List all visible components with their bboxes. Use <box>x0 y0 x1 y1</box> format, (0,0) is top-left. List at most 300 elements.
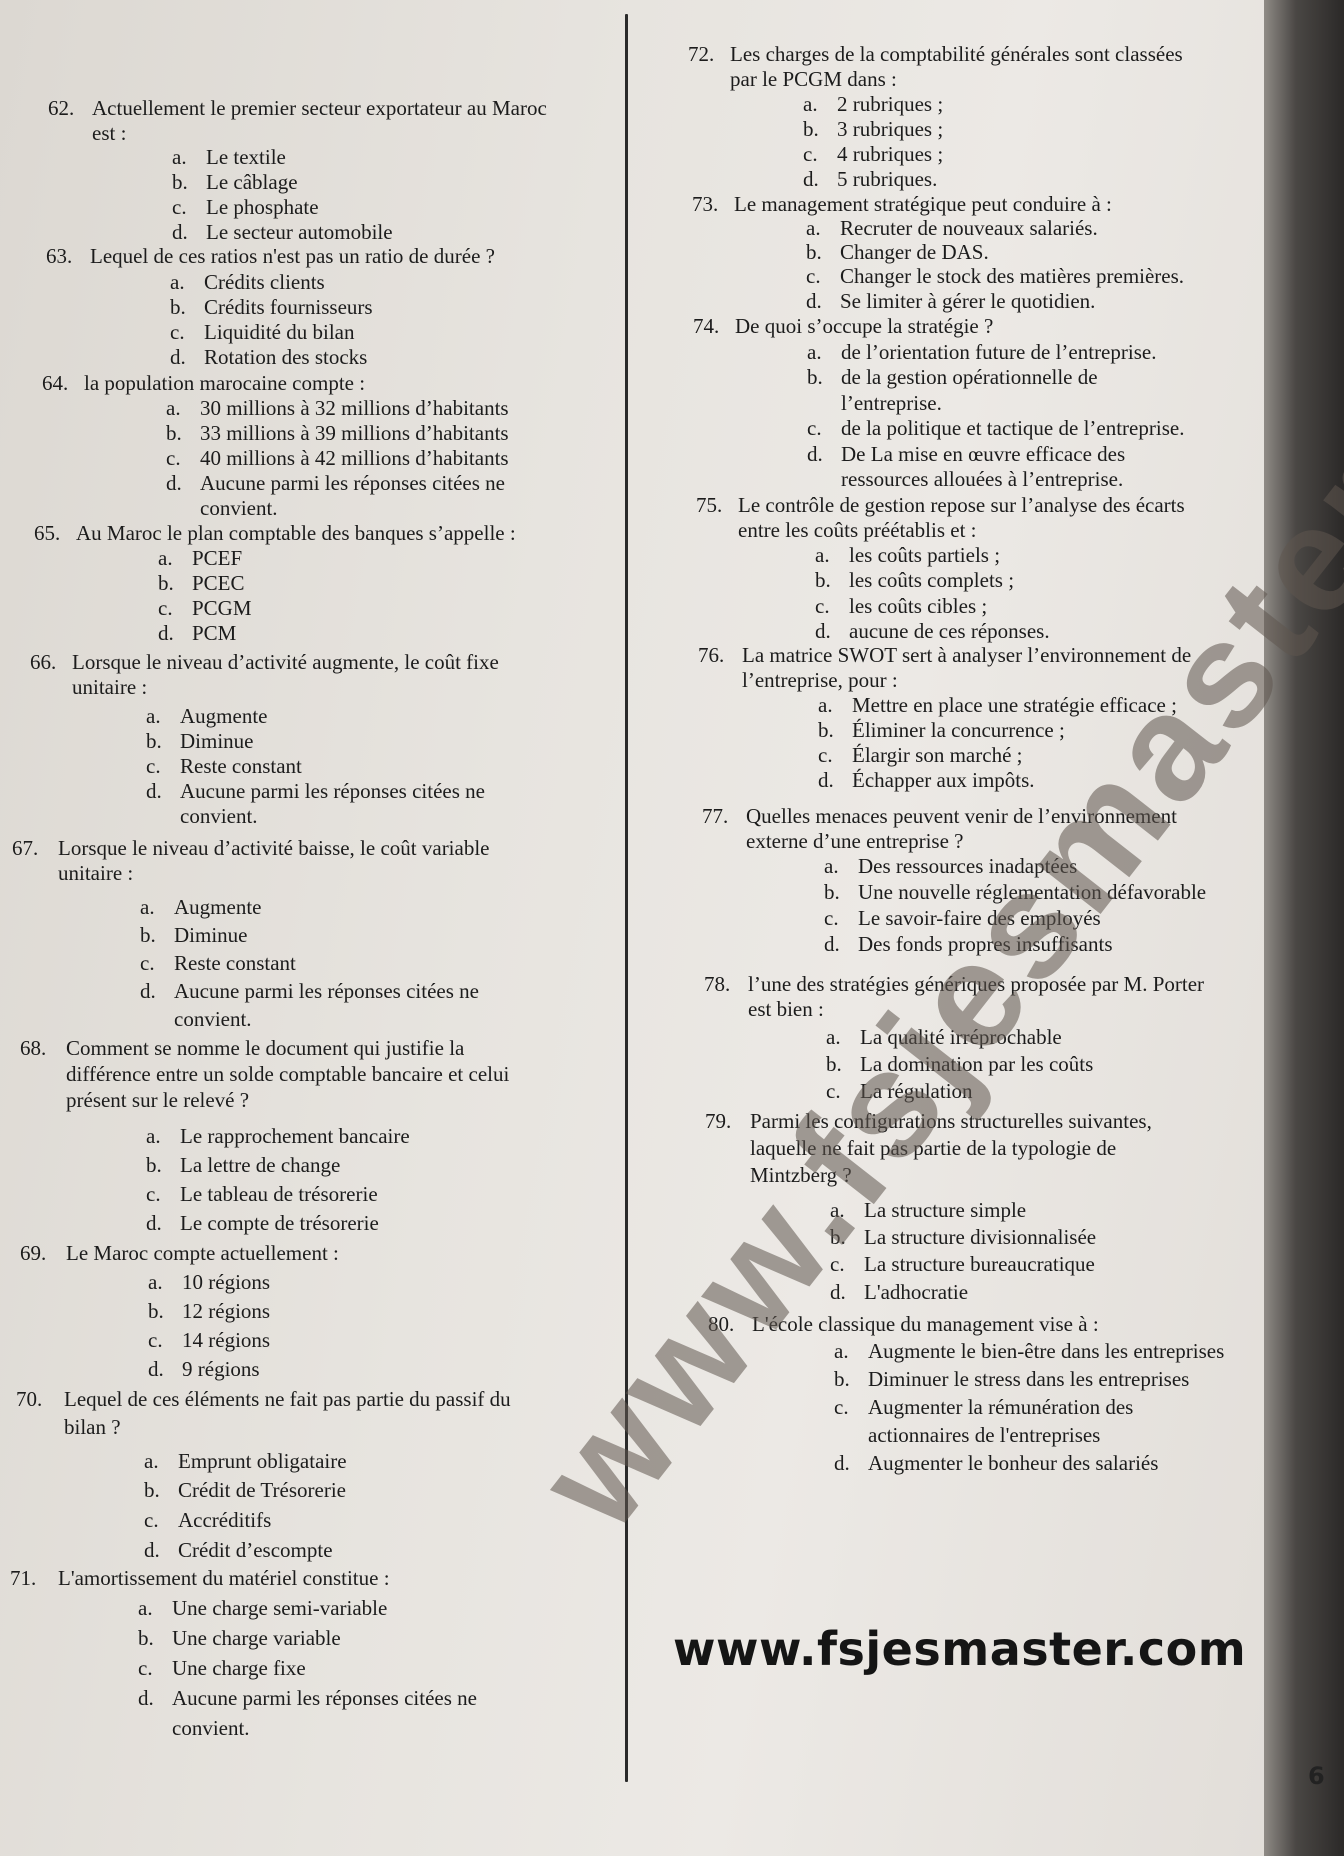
question-78 <box>704 972 1204 997</box>
question-number: 67. <box>12 836 39 860</box>
answer-option <box>144 1449 347 1474</box>
option-letter: a. <box>803 92 818 116</box>
question-number: 76. <box>698 643 725 667</box>
question-text-continued: entre les coûts préétablis et : <box>738 518 977 542</box>
option-letter: c. <box>138 1656 153 1680</box>
question-text: L'amortissement du matériel constitue : <box>58 1566 390 1590</box>
question-text: Au Maroc le plan comptable des banques s’appelle : <box>76 521 516 545</box>
option-letter: d. <box>803 167 819 191</box>
question-number: 80. <box>708 1312 735 1336</box>
option-letter: d. <box>830 1280 846 1304</box>
answer-option <box>158 546 242 571</box>
answer-option <box>824 854 1077 879</box>
option-text: PCGM <box>192 596 252 620</box>
question-number: 62. <box>48 96 75 120</box>
option-letter: b. <box>144 1478 160 1502</box>
question-text: l’une des stratégies génériques proposée par M. Porter <box>748 972 1205 996</box>
question-80 <box>708 1312 1099 1337</box>
option-letter: d. <box>818 768 834 792</box>
question-text: De quoi s’occupe la stratégie ? <box>735 314 994 338</box>
option-text: Éliminer la concurrence ; <box>852 718 1065 742</box>
option-letter: b. <box>803 117 819 141</box>
question-number: 75. <box>696 493 723 517</box>
option-text: La domination par les coûts <box>860 1052 1094 1076</box>
option-text: 5 rubriques. <box>837 167 938 191</box>
question-number: 78. <box>704 972 731 996</box>
option-text: Emprunt obligataire <box>178 1449 347 1473</box>
answer-option <box>807 365 1098 390</box>
answer-option <box>815 568 1014 593</box>
option-text: Des fonds propres insuffisants <box>858 932 1113 956</box>
option-text: Aucune parmi les réponses citées ne <box>174 979 479 1003</box>
answer-option <box>826 1079 973 1104</box>
question-65 <box>34 521 516 546</box>
option-letter: b. <box>138 1626 154 1650</box>
option-text: Aucune parmi les réponses citées ne <box>180 779 485 803</box>
option-letter: a. <box>818 693 833 717</box>
option-letter: d. <box>146 779 162 803</box>
option-letter: b. <box>158 571 174 595</box>
option-letter: c. <box>803 142 818 166</box>
question-text-continued: bilan ? <box>64 1415 121 1439</box>
answer-option <box>824 880 1206 905</box>
option-letter: c. <box>806 264 821 288</box>
option-letter: c. <box>172 195 187 219</box>
answer-option <box>146 779 485 804</box>
option-letter: b. <box>166 421 182 445</box>
answer-option <box>172 170 298 195</box>
option-text-continued: convient. <box>172 1716 250 1740</box>
option-letter: d. <box>806 289 822 313</box>
option-text: Aucune parmi les réponses citées ne <box>200 471 505 495</box>
option-letter: a. <box>140 895 155 919</box>
option-letter: d. <box>166 471 182 495</box>
option-text: Élargir son marché ; <box>852 743 1023 767</box>
answer-option <box>140 979 479 1004</box>
question-text: la population marocaine compte : <box>84 371 366 395</box>
question-text-continued: l’entreprise, pour : <box>742 668 898 692</box>
question-number: 71. <box>10 1566 37 1590</box>
option-text: les coûts complets ; <box>849 568 1015 592</box>
question-74 <box>693 314 993 339</box>
question-number: 74. <box>693 314 720 338</box>
option-text: Changer le stock des matières premières. <box>840 264 1185 288</box>
option-text: Augmenter le bonheur des salariés <box>868 1451 1159 1475</box>
question-64 <box>42 371 365 396</box>
option-text: PCEF <box>192 546 243 570</box>
option-letter: d. <box>824 932 840 956</box>
option-text: 10 régions <box>182 1270 271 1294</box>
answer-option <box>146 729 254 754</box>
option-text: 30 millions à 32 millions d’habitants <box>200 396 509 420</box>
option-text: Augmente <box>180 704 268 728</box>
option-text: Liquidité du bilan <box>204 320 355 344</box>
answer-option <box>834 1395 1133 1420</box>
option-letter: a. <box>170 270 185 294</box>
option-letter: c. <box>148 1328 163 1352</box>
option-text: La structure divisionnalisée <box>864 1225 1097 1249</box>
question-text: La matrice SWOT sert à analyser l’environnement de <box>742 643 1192 667</box>
page-number: 6 <box>1308 1762 1325 1790</box>
question-text: Actuellement le premier secteur exportateur au Maroc <box>92 96 547 120</box>
answer-option <box>826 1052 1093 1077</box>
option-text: Reste constant <box>180 754 302 778</box>
option-letter: a. <box>806 216 821 240</box>
option-text: Crédit d’escompte <box>178 1538 333 1562</box>
option-letter: b. <box>140 923 156 947</box>
answer-option <box>830 1198 1026 1223</box>
answer-option <box>166 471 505 496</box>
answer-option <box>806 289 1095 314</box>
answer-option <box>807 442 1125 467</box>
question-text: Lequel de ces éléments ne fait pas partie du passif du <box>64 1387 511 1411</box>
question-70 <box>16 1387 511 1412</box>
option-text: Crédit de Trésorerie <box>178 1478 346 1502</box>
option-text: 4 rubriques ; <box>837 142 944 166</box>
option-text: Le savoir-faire des employés <box>858 906 1101 930</box>
option-letter: b. <box>146 1153 162 1177</box>
option-letter: a. <box>138 1596 153 1620</box>
question-number: 64. <box>42 371 69 395</box>
option-letter: c. <box>834 1395 849 1419</box>
option-letter: c. <box>824 906 839 930</box>
answer-option <box>148 1299 270 1324</box>
question-number: 79. <box>705 1109 732 1133</box>
question-text-continued: par le PCGM dans : <box>730 67 897 91</box>
question-text: Lorsque le niveau d’activité baisse, le coût variable <box>58 836 490 860</box>
option-text: les coûts cibles ; <box>849 594 988 618</box>
option-letter: a. <box>172 145 187 169</box>
answer-option <box>830 1252 1095 1277</box>
option-text: Une charge semi-variable <box>172 1596 388 1620</box>
option-text: Crédits clients <box>204 270 325 294</box>
option-letter: a. <box>146 1124 161 1148</box>
answer-option <box>824 932 1113 957</box>
option-text: Diminue <box>180 729 254 753</box>
option-text: La structure simple <box>864 1198 1027 1222</box>
answer-option <box>170 345 367 370</box>
option-letter: c. <box>826 1079 841 1103</box>
answer-option <box>140 895 261 920</box>
option-text: Diminuer le stress dans les entreprises <box>868 1367 1190 1391</box>
option-letter: b. <box>818 718 834 742</box>
option-text-continued: convient. <box>200 496 278 520</box>
option-letter: c. <box>830 1252 845 1276</box>
question-69 <box>20 1241 339 1266</box>
option-text: 2 rubriques ; <box>837 92 944 116</box>
question-number: 77. <box>702 804 729 828</box>
option-text: Recruter de nouveaux salariés. <box>840 216 1098 240</box>
answer-option <box>815 594 987 619</box>
question-77 <box>702 804 1177 829</box>
option-text: Diminue <box>174 923 248 947</box>
answer-option <box>803 167 937 192</box>
option-letter: b. <box>806 240 822 264</box>
answer-option <box>815 619 1050 644</box>
question-76 <box>698 643 1191 668</box>
answer-option <box>148 1328 270 1353</box>
option-text: 40 millions à 42 millions d’habitants <box>200 446 509 470</box>
option-letter: b. <box>807 365 823 389</box>
question-72 <box>688 42 1183 67</box>
question-63 <box>46 244 495 269</box>
question-number: 72. <box>688 42 715 66</box>
option-letter: b. <box>834 1367 850 1391</box>
option-letter: a. <box>158 546 173 570</box>
option-letter: c. <box>818 743 833 767</box>
answer-option <box>146 1182 378 1207</box>
option-text: Augmente <box>174 895 262 919</box>
option-letter: d. <box>170 345 186 369</box>
question-text: Comment se nomme le document qui justifie la <box>66 1036 465 1060</box>
question-text-continued: unitaire : <box>58 861 134 885</box>
question-text-continued: unitaire : <box>72 675 148 699</box>
question-71 <box>10 1566 390 1591</box>
option-letter: b. <box>172 170 188 194</box>
answer-option <box>834 1367 1189 1392</box>
question-text-continued: présent sur le relevé ? <box>66 1088 250 1112</box>
option-text: Le textile <box>206 145 286 169</box>
option-text-continued: convient. <box>180 804 258 828</box>
option-letter: d. <box>807 442 823 466</box>
option-letter: b. <box>148 1299 164 1323</box>
answer-option <box>172 195 319 220</box>
option-text: Une charge fixe <box>172 1656 306 1680</box>
question-62 <box>48 96 547 121</box>
option-text: Le tableau de trésorerie <box>180 1182 378 1206</box>
option-letter: c. <box>158 596 173 620</box>
answer-option <box>170 295 373 320</box>
answer-option <box>138 1626 341 1651</box>
question-text: Le contrôle de gestion repose sur l’analyse des écarts <box>738 493 1185 517</box>
question-text-continued: externe d’une entreprise ? <box>746 829 964 853</box>
option-letter: d. <box>172 220 188 244</box>
option-text: aucune de ces réponses. <box>849 619 1050 643</box>
option-text: Mettre en place une stratégie efficace ; <box>852 693 1177 717</box>
option-letter: d. <box>834 1451 850 1475</box>
option-text: La structure bureaucratique <box>864 1252 1095 1276</box>
option-letter: a. <box>815 543 830 567</box>
answer-option <box>146 754 302 779</box>
answer-option <box>138 1656 306 1681</box>
option-text: PCM <box>192 621 237 645</box>
answer-option <box>148 1270 270 1295</box>
question-text-continued: Mintzberg ? <box>750 1163 852 1187</box>
answer-option <box>824 906 1101 931</box>
answer-option <box>158 621 236 646</box>
question-number: 68. <box>20 1036 47 1060</box>
option-letter: d. <box>144 1538 160 1562</box>
question-text: Parmi les configurations structurelles suivantes, <box>750 1109 1152 1133</box>
option-text-continued: actionnaires de l'entreprises <box>868 1423 1101 1447</box>
answer-option <box>140 951 296 976</box>
option-text: Une charge variable <box>172 1626 341 1650</box>
option-letter: d. <box>148 1357 164 1381</box>
option-text: Reste constant <box>174 951 296 975</box>
option-letter: b. <box>826 1052 842 1076</box>
answer-option <box>818 718 1065 743</box>
option-letter: d. <box>815 619 831 643</box>
option-letter: b. <box>146 729 162 753</box>
answer-option <box>158 571 245 596</box>
option-text: Le compte de trésorerie <box>180 1211 379 1235</box>
answer-option <box>144 1508 271 1533</box>
question-75 <box>696 493 1185 518</box>
answer-option <box>146 1211 379 1236</box>
answer-option <box>146 1124 410 1149</box>
question-68 <box>20 1036 464 1061</box>
option-text: Augmenter la rémunération des <box>868 1395 1134 1419</box>
option-text: La qualité irréprochable <box>860 1025 1062 1049</box>
option-letter: a. <box>144 1449 159 1473</box>
answer-option <box>807 416 1184 441</box>
option-text: Le phosphate <box>206 195 319 219</box>
question-text: Les charges de la comptabilité générales sont classées <box>730 42 1183 66</box>
option-text: 9 régions <box>182 1357 260 1381</box>
answer-option <box>803 117 943 142</box>
option-letter: a. <box>148 1270 163 1294</box>
option-letter: c. <box>146 1182 161 1206</box>
option-letter: d. <box>158 621 174 645</box>
option-letter: c. <box>144 1508 159 1532</box>
option-text: Rotation des stocks <box>204 345 368 369</box>
question-number: 66. <box>30 650 57 674</box>
option-text: La régulation <box>860 1079 973 1103</box>
option-text: L'adhocratie <box>864 1280 969 1304</box>
option-text: Le câblage <box>206 170 298 194</box>
question-number: 70. <box>16 1387 43 1411</box>
question-66 <box>30 650 499 675</box>
option-text: Le secteur automobile <box>206 220 393 244</box>
answer-option <box>166 446 509 471</box>
option-text: Le rapprochement bancaire <box>180 1124 410 1148</box>
answer-option <box>818 743 1022 768</box>
answer-option <box>166 421 509 446</box>
answer-option <box>172 145 286 170</box>
option-letter: d. <box>138 1686 154 1710</box>
answer-option <box>830 1280 968 1305</box>
option-text: de la politique et tactique de l’entreprise. <box>841 416 1185 440</box>
answer-option <box>834 1339 1224 1364</box>
option-text: Augmente le bien-être dans les entreprises <box>868 1339 1225 1363</box>
answer-option <box>172 220 393 245</box>
answer-option <box>138 1686 477 1711</box>
answer-option <box>803 142 943 167</box>
option-text: Changer de DAS. <box>840 240 989 264</box>
option-text-continued: ressources allouées à l’entreprise. <box>841 467 1124 491</box>
answer-option <box>146 1153 340 1178</box>
answer-option <box>146 704 267 729</box>
option-text: De La mise en œuvre efficace des <box>841 442 1126 466</box>
question-number: 73. <box>692 192 719 216</box>
answer-option <box>806 264 1184 289</box>
option-letter: a. <box>807 340 822 364</box>
option-letter: b. <box>830 1225 846 1249</box>
option-text: La lettre de change <box>180 1153 341 1177</box>
option-letter: c. <box>166 446 181 470</box>
option-letter: a. <box>834 1339 849 1363</box>
option-letter: d. <box>146 1211 162 1235</box>
answer-option <box>170 270 325 295</box>
option-text: Se limiter à gérer le quotidien. <box>840 289 1096 313</box>
option-text: Des ressources inadaptées <box>858 854 1078 878</box>
answer-option <box>826 1025 1062 1050</box>
question-73 <box>692 192 1112 217</box>
answer-option <box>815 543 1000 568</box>
option-text: Une nouvelle réglementation défavorable <box>858 880 1207 904</box>
answer-option <box>144 1478 346 1503</box>
option-letter: a. <box>166 396 181 420</box>
answer-option <box>170 320 354 345</box>
option-text: PCEC <box>192 571 245 595</box>
option-letter: b. <box>824 880 840 904</box>
answer-option <box>803 92 943 117</box>
option-text: 33 millions à 39 millions d’habitants <box>200 421 509 445</box>
question-text-continued: est bien : <box>748 997 824 1021</box>
option-text: 14 régions <box>182 1328 271 1352</box>
question-number: 65. <box>34 521 61 545</box>
question-text: L'école classique du management vise à : <box>752 1312 1099 1336</box>
question-text: Le management stratégique peut conduire à : <box>734 192 1112 216</box>
option-text: Échapper aux impôts. <box>852 768 1035 792</box>
option-letter: a. <box>824 854 839 878</box>
option-letter: b. <box>815 568 831 592</box>
answer-option <box>144 1538 333 1563</box>
option-text: Crédits fournisseurs <box>204 295 373 319</box>
option-text: 12 régions <box>182 1299 271 1323</box>
answer-option <box>158 596 252 621</box>
answer-option <box>138 1596 387 1621</box>
question-text: Quelles menaces peuvent venir de l’environnement <box>746 804 1177 828</box>
option-text: de la gestion opérationnelle de <box>841 365 1098 389</box>
option-letter: c. <box>807 416 822 440</box>
option-text-continued: convient. <box>174 1007 252 1031</box>
question-text: Lorsque le niveau d’activité augmente, le coût fixe <box>72 650 499 674</box>
option-letter: c. <box>146 754 161 778</box>
question-number: 69. <box>20 1241 47 1265</box>
answer-option <box>834 1451 1158 1476</box>
question-text: Le Maroc compte actuellement : <box>66 1241 339 1265</box>
option-letter: a. <box>826 1025 841 1049</box>
question-text-continued: est : <box>92 121 127 145</box>
answer-option <box>140 923 248 948</box>
question-text-continued: laquelle ne fait pas partie de la typologie de <box>750 1136 1117 1160</box>
answer-option <box>807 340 1156 365</box>
question-79 <box>705 1109 1152 1134</box>
footer-url: www.fsjesmaster.com <box>673 1622 1247 1676</box>
answer-option <box>818 768 1035 793</box>
option-text: de l’orientation future de l’entreprise. <box>841 340 1157 364</box>
option-letter: a. <box>830 1198 845 1222</box>
option-text: Accréditifs <box>178 1508 272 1532</box>
answer-option <box>806 216 1098 241</box>
answer-option <box>148 1357 260 1382</box>
option-text: 3 rubriques ; <box>837 117 944 141</box>
option-text: Aucune parmi les réponses citées ne <box>172 1686 477 1710</box>
option-letter: c. <box>140 951 155 975</box>
option-text-continued: l’entreprise. <box>841 391 942 415</box>
question-number: 63. <box>46 244 73 268</box>
question-text-continued: différence entre un solde comptable bancaire et celui <box>66 1062 510 1086</box>
question-67 <box>12 836 490 861</box>
option-letter: c. <box>170 320 185 344</box>
answer-option <box>830 1225 1096 1250</box>
option-letter: a. <box>146 704 161 728</box>
answer-option <box>818 693 1177 718</box>
option-letter: d. <box>140 979 156 1003</box>
question-text: Lequel de ces ratios n'est pas un ratio de durée ? <box>90 244 495 268</box>
option-letter: c. <box>815 594 830 618</box>
